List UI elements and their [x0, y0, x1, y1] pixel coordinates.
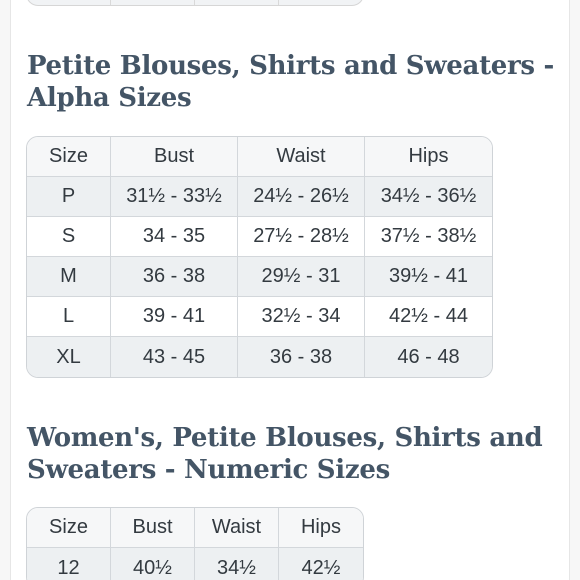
column-header-size: Size [27, 508, 111, 548]
table-row [27, 217, 492, 257]
table-cell [279, 0, 363, 5]
table-header-row [27, 137, 492, 177]
waist-cell: 36 - 38 [238, 337, 365, 377]
size-cell: L [27, 297, 111, 337]
table-cell [195, 0, 279, 5]
bust-cell: 43 - 45 [111, 337, 238, 377]
hips-cell: 39½ - 41 [365, 257, 492, 297]
bust-cell: 40½ [111, 548, 195, 580]
column-header-waist: Waist [238, 137, 365, 177]
waist-cell: 29½ - 31 [238, 257, 365, 297]
bust-cell: 34 - 35 [111, 217, 238, 257]
heading-line: Petite Blouses, Shirts and Sweaters - [27, 51, 555, 81]
size-cell: S [27, 217, 111, 257]
waist-cell: 27½ - 28½ [238, 217, 365, 257]
hips-cell: 42½ [279, 548, 363, 580]
numeric-sizes-heading [27, 422, 542, 486]
size-cell: P [27, 177, 111, 217]
heading-line: Women's, Petite Blouses, Shirts and [27, 423, 543, 453]
table-row [27, 0, 363, 5]
heading-line: Sweaters - Numeric Sizes [27, 455, 390, 485]
waist-cell: 24½ - 26½ [238, 177, 365, 217]
column-header-hips: Hips [365, 137, 492, 177]
hips-cell: 37½ - 38½ [365, 217, 492, 257]
hips-cell: 46 - 48 [365, 337, 492, 377]
heading-line: Alpha Sizes [27, 83, 192, 113]
column-header-bust: Bust [111, 137, 238, 177]
table-row [27, 337, 492, 377]
table-row [27, 297, 492, 337]
size-cell: M [27, 257, 111, 297]
alpha-sizes-heading [27, 50, 554, 114]
table-cell [27, 0, 111, 5]
column-header-waist: Waist [195, 508, 279, 548]
table-cell [111, 0, 195, 5]
previous-table-fragment [26, 0, 364, 6]
size-cell: 12 [27, 548, 111, 580]
waist-cell: 34½ [195, 548, 279, 580]
hips-cell: 34½ - 36½ [365, 177, 492, 217]
alpha-size-chart-table [26, 136, 493, 378]
numeric-size-chart-table [26, 507, 364, 580]
table-row [27, 257, 492, 297]
table-row [27, 177, 492, 217]
table-row [27, 548, 363, 580]
size-cell: XL [27, 337, 111, 377]
bust-cell: 39 - 41 [111, 297, 238, 337]
hips-cell: 42½ - 44 [365, 297, 492, 337]
column-header-hips: Hips [279, 508, 363, 548]
bust-cell: 31½ - 33½ [111, 177, 238, 217]
table-header-row [27, 508, 363, 548]
column-header-size: Size [27, 137, 111, 177]
waist-cell: 32½ - 34 [238, 297, 365, 337]
column-header-bust: Bust [111, 508, 195, 548]
bust-cell: 36 - 38 [111, 257, 238, 297]
